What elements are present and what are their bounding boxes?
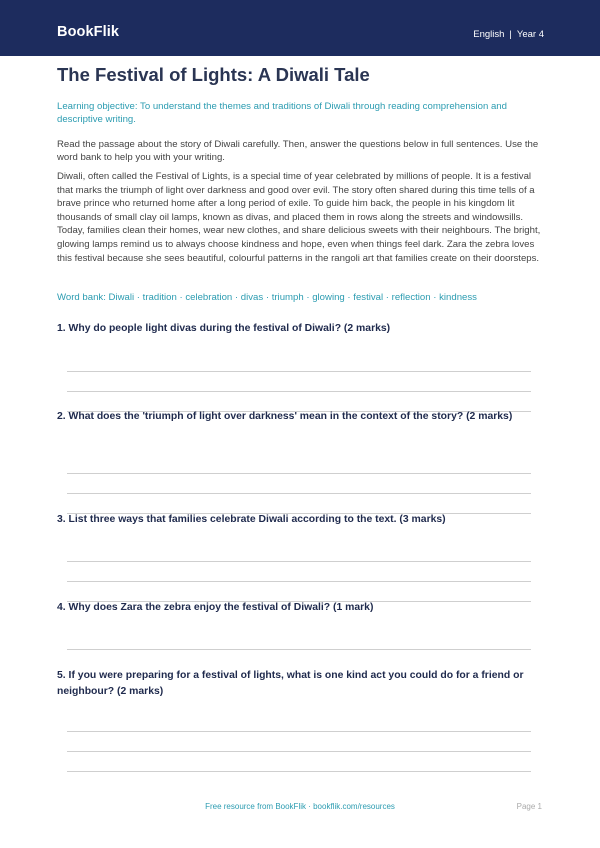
footer-credit: Free resource from BookFlik · bookflik.com/resources: [205, 802, 395, 811]
page-header: [0, 0, 600, 56]
brand-logo: BookFlik: [57, 24, 120, 40]
answer-line[interactable]: [67, 649, 531, 650]
worksheet-title: The Festival of Lights: A Diwali Tale: [57, 64, 370, 85]
answer-line[interactable]: [67, 561, 531, 562]
answer-line[interactable]: [67, 493, 531, 494]
answer-line[interactable]: [67, 751, 531, 752]
question-1: 1. Why do people light divas during the festival of Diwali? (2 marks): [57, 323, 391, 334]
question-4: 4. Why does Zara the zebra enjoy the festival of Diwali? (1 mark): [57, 602, 374, 613]
reading-passage: Diwali, often called the Festival of Lights, is a special time of year celebrated by millions of people. It is a festival that marks the triumph of light over darkness and good over evil. The story often shared during this time tells of a brave prince who returned home after a long period of exile. To guide him back, the people in his kingdom lit thousands of small clay oil lamps, known as divas, and placed them in rows along the streets and windowsills. Today, families clean their homes, wear new clothes, and share delicious sweets with their neighbours. The bright, glowing lamps remind us to always choose kindness and hope, even when things feel dark. Zara the zebra loves this festival because she sees beautiful, colourful patterns in the rangoli art that families create on their doorsteps.: [57, 171, 541, 264]
answer-line[interactable]: [67, 731, 531, 732]
answer-line[interactable]: [67, 473, 531, 474]
question-5: 5. If you were preparing for a festival of lights, what is one kind act you could do for a friend or neighbour? (2 marks): [57, 670, 524, 697]
question-2: 2. What does the 'triumph of light over darkness' mean in the context of the story? (2 marks): [57, 411, 513, 422]
answer-line[interactable]: [67, 581, 531, 582]
learning-objective: Learning objective: To understand the themes and traditions of Diwali through reading comprehension and descriptive writing.: [57, 101, 507, 126]
question-3: 3. List three ways that families celebrate Diwali according to the text. (3 marks): [57, 514, 446, 525]
word-bank: Word bank: Diwali · tradition · celebration · divas · triumph · glowing · festival · reflection · kindness: [57, 292, 477, 303]
answer-line[interactable]: [67, 391, 531, 392]
instructions: Read the passage about the story of Diwali carefully. Then, answer the questions below in full sentences. Use the word bank to help you with your writing.: [57, 139, 539, 164]
subject-year-label: English | Year 4: [473, 29, 544, 40]
subject-label: English: [473, 29, 505, 40]
answer-line[interactable]: [67, 371, 531, 372]
answer-line[interactable]: [67, 771, 531, 772]
year-label: Year 4: [516, 29, 544, 40]
page-number: Page 1: [516, 802, 542, 811]
